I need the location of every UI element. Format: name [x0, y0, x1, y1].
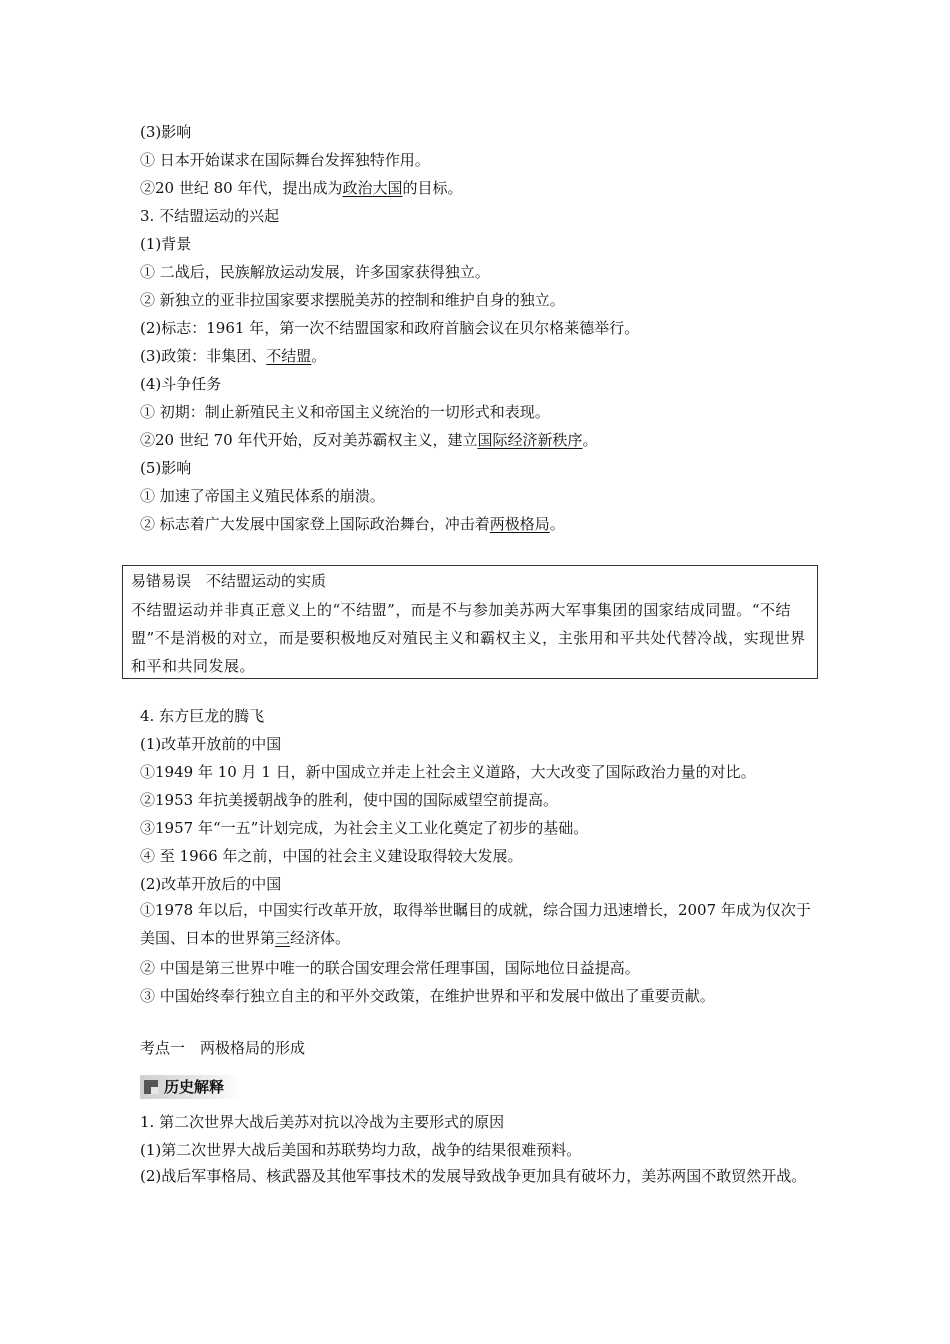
pre-reform-item-2: ②1953 年抗美援朝战争的胜利，使中国的国际威望空前提高。 [140, 791, 558, 809]
pre-reform-heading: (1)改革开放前的中国 [140, 735, 282, 753]
underlined-term: 国际经济新秩序 [477, 431, 583, 449]
post-reform-item-3: ③ 中国始终奉行独立自主的和平外交政策，在维护世界和平和发展中做出了重要贡献。 [140, 987, 715, 1005]
answer-2: (2)战后军事格局、核武器及其他军事技术的发展导致战争更加具有破坏力，美苏两国不敢贸然开战。 [140, 1167, 807, 1185]
square-bullet-icon [144, 1080, 158, 1094]
box-title: 易错易误 不结盟运动的实质 [131, 572, 327, 590]
underlined-term: 政治大国 [342, 179, 403, 197]
pre-reform-item-4: ④ 至 1966 年之前，中国的社会主义建设取得较大发展。 [140, 847, 523, 865]
mark-line: (2)标志：1961 年，第一次不结盟国家和政府首脑会议在贝尔格莱德举行。 [140, 319, 640, 337]
underlined-term: 三 [275, 929, 291, 947]
impact-item-1: ① 日本开始谋求在国际舞台发挥独特作用。 [140, 151, 430, 169]
nam-impact-item-1: ① 加速了帝国主义殖民体系的崩溃。 [140, 487, 385, 505]
task-item-2: ②20 世纪 70 年代开始，反对美苏霸权主义，建立国际经济新秩序。 [140, 431, 598, 449]
task-item-1: ① 初期：制止新殖民主义和帝国主义统治的一切形式和表现。 [140, 403, 550, 421]
pre-reform-item-1: ①1949 年 10 月 1 日，新中国成立并走上社会主义道路，大大改变了国际政治力量的对比。 [140, 763, 756, 781]
post-reform-item-2: ② 中国是第三世界中唯一的联合国安理会常任理事国，国际地位日益提高。 [140, 959, 640, 977]
history-explanation-banner [140, 1075, 240, 1099]
pre-reform-item-3: ③1957 年“一五”计划完成，为社会主义工业化奠定了初步的基础。 [140, 819, 589, 837]
kaodian-title: 考点一 两极格局的形成 [140, 1039, 306, 1057]
banner-label: 历史解释 [164, 1078, 225, 1096]
nam-impact-item-2: ② 标志着广大发展中国家登上国际政治舞台，冲击着两极格局。 [140, 515, 565, 533]
background-item-2: ② 新独立的亚非拉国家要求摆脱美苏的控制和维护自身的独立。 [140, 291, 565, 309]
nam-impact-heading: (5)影响 [140, 459, 192, 477]
section-4-title: 4. 东方巨龙的腾飞 [140, 707, 265, 725]
policy-line: (3)政策：非集团、不结盟。 [140, 347, 327, 365]
post-reform-heading: (2)改革开放后的中国 [140, 875, 282, 893]
task-heading: (4)斗争任务 [140, 375, 222, 393]
underlined-term: 不结盟 [266, 347, 312, 365]
background-item-1: ① 二战后，民族解放运动发展，许多国家获得独立。 [140, 263, 490, 281]
background-heading: (1)背景 [140, 235, 192, 253]
impact-item-2: ②20 世纪 80 年代，提出成为政治大国的目标。 [140, 179, 463, 197]
post-reform-item-1: ①1978 年以后，中国实行改革开放，取得举世瞩目的成就，综合国力迅速增长，2007 年成为仅次于美国、日本的世界第三经济体。 [140, 901, 811, 947]
error-prone-box [122, 565, 818, 679]
underlined-term: 两极格局 [489, 515, 550, 533]
answer-1: (1)第二次世界大战后美国和苏联势均力敌，战争的结果很难预料。 [140, 1141, 582, 1159]
box-body: 不结盟运动并非真正意义上的“不结盟”，而是不与参加美苏两大军事集团的国家结成同盟。“不结盟”不是消极的对立，而是要积极地反对殖民主义和霸权主义，主张用和平共处代替冷战，实现世界和平和共同发展。 [131, 601, 806, 675]
impact-heading: (3)影响 [140, 123, 192, 141]
question-1: 1. 第二次世界大战后美苏对抗以冷战为主要形式的原因 [140, 1113, 505, 1131]
section-3-title: 3. 不结盟运动的兴起 [140, 207, 280, 225]
